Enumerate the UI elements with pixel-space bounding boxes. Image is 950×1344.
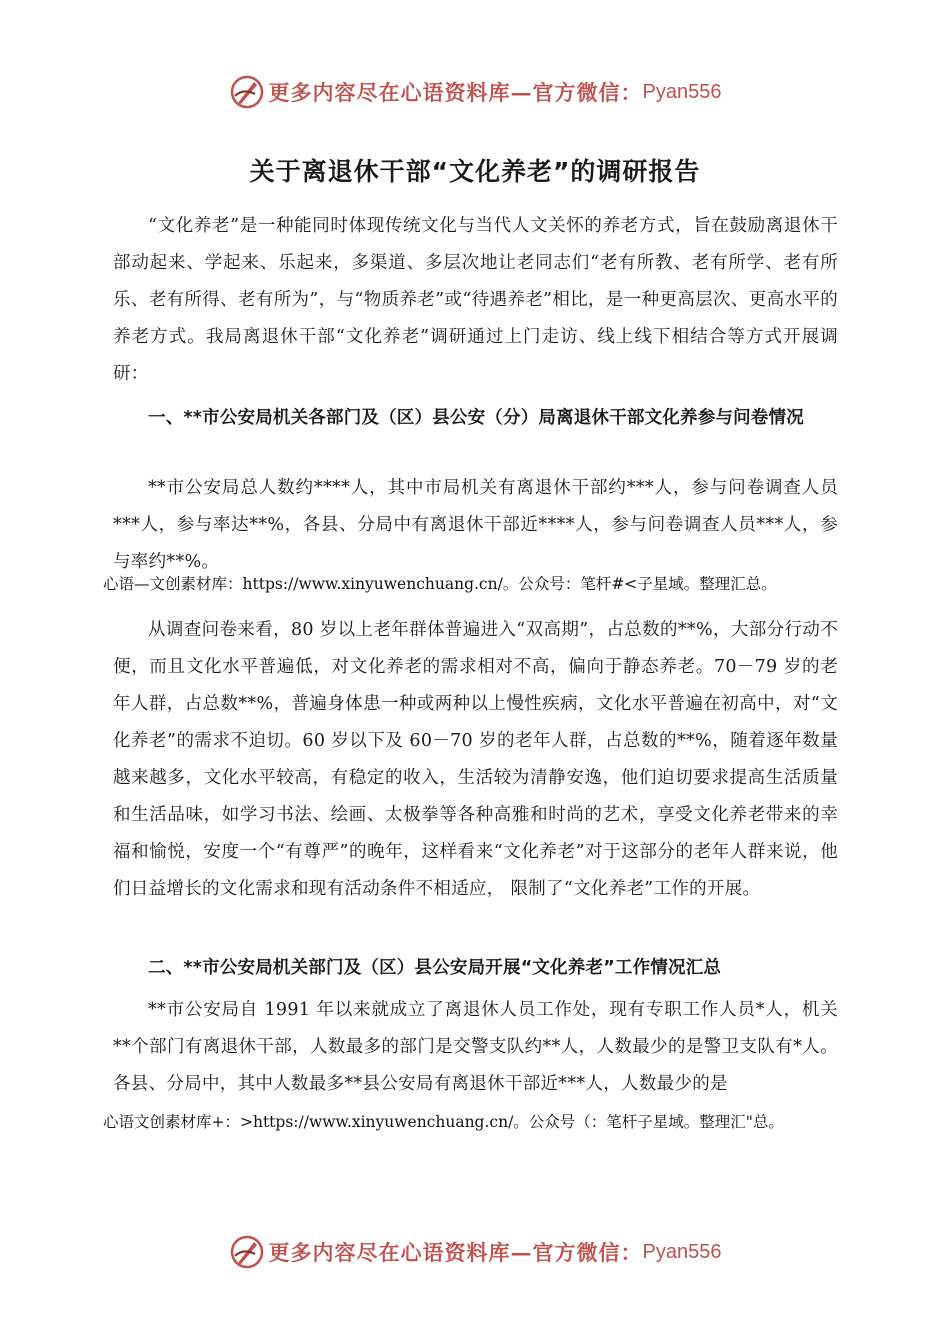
section-one	[113, 402, 838, 434]
header-banner	[0, 70, 950, 114]
paragraph-3: **市公安局自 1991 年以来就成立了离退休人员工作处，现有专职工作人员*人，机关**个部门有离退休干部，人数最多的部门是交警支队约**人，人数最少的是警卫支队有*人。各县、分局中，其中人数最多**县公安局有离退休干部近***人，人数最少的是	[113, 1000, 838, 1094]
section-two-body	[113, 992, 838, 1103]
banner-text: 更多内容尽在心语资料库—官方微信：	[268, 80, 643, 105]
section-heading-2: 二、**市公安局机关部门及（区）县公安局开展“文化养老”工作情况汇总	[148, 958, 722, 978]
watermark-line-1: 心语—文创素材库：https://www.xinyuwenchuang.cn/。公众号：笔杆#<子星域。整理汇总。	[103, 575, 777, 593]
banner-contact: Pyan556	[642, 80, 722, 103]
section-two	[113, 952, 838, 984]
section-one-analysis	[113, 612, 838, 908]
banner-contact: Pyan556	[642, 1240, 722, 1263]
quill-logo-icon	[229, 74, 265, 110]
section-one-body	[113, 470, 838, 581]
intro-paragraph: “文化养老”是一种能同时体现传统文化与当代人文关怀的养老方式，旨在鼓励离退休干部动起来、学起来、乐起来，多渠道、多层次地让老同志们“老有所教、老有所学、老有所乐、老有所得、老有所为”，与“物质养老”或“待遇养老”相比，是一种更高层次、更高水平的养老方式。我局离退休干部“文化养老”调研通过上门走访、线上线下相结合等方式开展调研：	[113, 216, 838, 384]
intro-block	[113, 208, 838, 393]
paragraph-2: 从调查问卷来看，80 岁以上老年群体普遍进入“双高期”，占总数的**%，大部分行动不便，而且文化水平普遍低，对文化养老的需求相对不高，偏向于静态养老。70－79 岁的老年人群，占总数**%，普遍身体患一种或两种以上慢性疾病，文化水平普遍在初高中，对“文化养老”的需求不迫切。60 岁以下及 60－70 岁的老年人群，占总数的**%，随着逐年数量越来越多，文化水平较高，有稳定的收入，生活较为清静安逸，他们迫切要求提高生活质量和生活品味，如学习书法、绘画、太极拳等各种高雅和时尚的艺术，享受文化养老带来的幸福和愉悦，安度一个“有尊严”的晚年，这样看来“文化养老”对于这部分的老年人群来说，他们日益增长的文化需求和现有活动条件不相适应， 限制了“文化养老”工作的开展。	[113, 620, 838, 899]
paragraph-1: **市公安局总人数约****人，其中市局机关有离退休干部约***人，参与问卷调查人员***人，参与率达**%，各县、分局中有离退休干部近****人，参与问卷调查人员***人，参与率约**%。	[113, 478, 838, 572]
quill-logo-icon	[229, 1234, 265, 1270]
section-heading-1: 一、**市公安局机关各部门及（区）县公安（分）局离退休干部文化养参与问卷情况	[148, 408, 804, 428]
footer-banner	[0, 1230, 950, 1274]
page-title: 关于离退休干部“文化养老”的调研报告	[249, 157, 701, 186]
banner-text: 更多内容尽在心语资料库—官方微信：	[268, 1240, 643, 1265]
watermark-line-2: 心语文创素材库+：>https://www.xinyuwenchuang.cn/。公众号（：笔杆子星域。整理汇"总。	[103, 1113, 784, 1131]
